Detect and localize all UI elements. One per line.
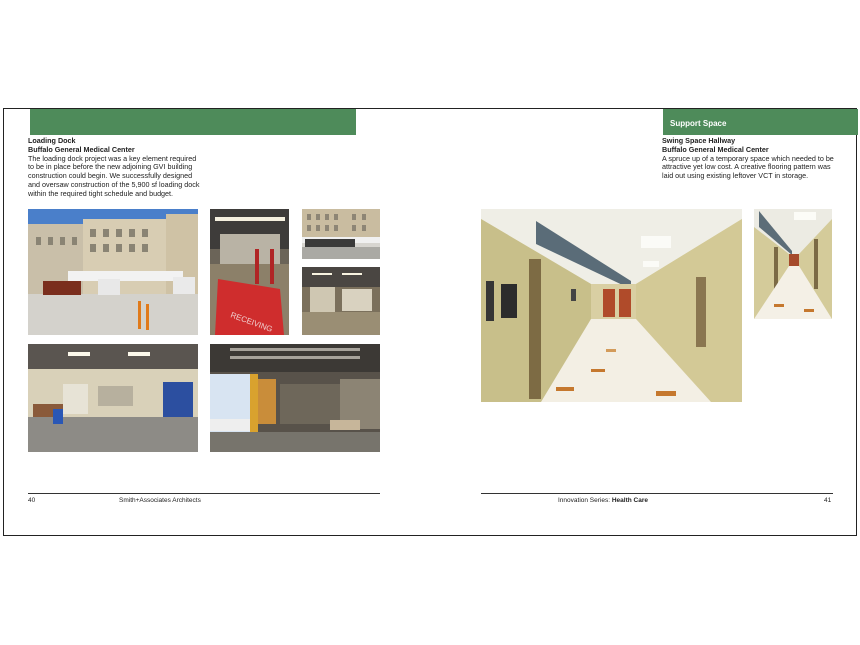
right-header-band [663,109,858,135]
photo-dock-interior-small [302,267,380,335]
left-header-band [30,109,356,135]
left-page-number: 40 [28,497,36,504]
brochure-spread [3,108,857,536]
photo-exterior-small [302,209,380,259]
left-footer-label: Smith+Associates Architects [119,497,201,504]
section-label: Support Space [670,119,727,128]
right-body: A spruce up of a temporary space which needed to be attractive yet low cost. A creative flooring pattern was laid out using existing leftover VCT in storage. [662,153,834,181]
left-subtitle: Buffalo General Medical Center [28,144,135,154]
photo-dock-door [210,344,380,452]
photo-receiving-cart [210,209,289,335]
photo-hallway-small [754,209,832,319]
footer-series-topic: Health Care [611,497,648,504]
right-footer-series [558,497,648,504]
left-title: Loading Dock [28,136,76,145]
right-text-block [662,137,838,181]
left-footer-rule [28,493,380,494]
cart-label: RECEIVING [229,310,274,334]
photo-exterior-loading-dock [28,209,198,335]
right-title: Swing Space Hallway [662,136,736,145]
left-body: The loading dock project was a key element required to be in place before the new adjoining GVI building construction could begin. We successfully designed and oversaw construction of the 5,900 sf loading dock within the required tight schedule and budget. [28,153,200,198]
right-subtitle: Buffalo General Medical Center [662,144,769,154]
photo-hallway-large [481,209,742,402]
left-text-block [28,137,203,199]
right-page-number: 41 [824,497,832,504]
photo-receiving-room [28,344,198,452]
footer-series-label: Innovation Series: [558,497,612,504]
right-footer-rule [481,493,833,494]
